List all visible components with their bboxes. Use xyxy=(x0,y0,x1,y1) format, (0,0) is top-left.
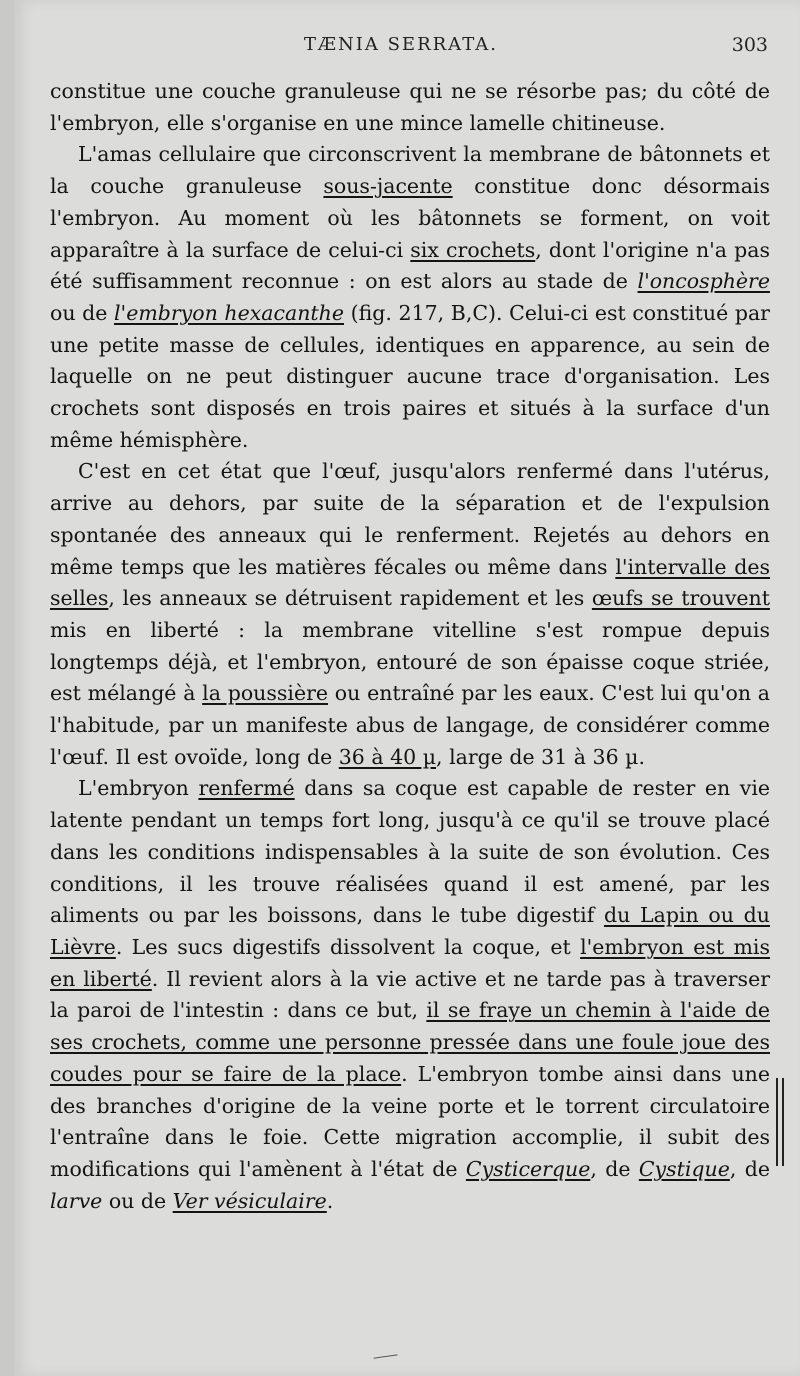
underlined-text: Cysticerque xyxy=(465,1156,591,1181)
paragraph xyxy=(50,773,770,1217)
underlined-text: du Lapin ou du Lièvre xyxy=(50,903,770,959)
text-segment: constitue donc désormais l'embryon. Au moment où les bâtonnets se forment, on voit apparaître à la surface de celui-ci xyxy=(50,174,770,262)
pencil-mark xyxy=(374,1354,399,1364)
underlined-text: sous-jacente xyxy=(323,174,453,199)
underlined-text: Ver vésiculaire xyxy=(172,1188,327,1213)
text-segment: larve xyxy=(50,1188,103,1213)
text-segment: . Les sucs digestifs dissolvent la coque, et xyxy=(115,934,581,959)
text-segment: ou de xyxy=(102,1188,173,1213)
text-segment: , de xyxy=(729,1156,770,1181)
underlined-text: renfermé xyxy=(198,776,295,801)
underlined-text: Cystique xyxy=(638,1156,730,1181)
text-segment: dans sa coque est capable de rester en vie latente pendant un temps fort long, jusqu'à ce qu'il se trouve placé dans les conditions indispensables à la suite de son évolution. Ces conditions, il les trouve réalisées quand il est amené, par les aliments ou par les boissons, dans le tube digestif xyxy=(50,776,771,928)
underlined-text: l'embryon hexacanthe xyxy=(114,300,345,325)
underlined-text: il se fraye un chemin à l'aide de ses crochets, comme une personne pressée dans une foule joue des coudes pour se faire de la place xyxy=(50,998,770,1086)
text-segment: . Il revient alors à la vie active et ne tarde pas à traverser la paroi de l'intestin : dans ce but, xyxy=(50,966,770,1023)
underlined-text: l'oncosphère xyxy=(637,269,770,294)
underlined-text: l'embryon est mis en liberté xyxy=(50,934,770,991)
underlined-text: la poussière xyxy=(202,681,329,706)
running-title: TÆNIA SERRATA. xyxy=(304,34,498,55)
page-number: 303 xyxy=(731,34,768,56)
text-segment: ou entraîné par les eaux. C'est lui qu'on a l'habitude, par un manifeste abus de langage, de considérer comme l'œuf. Il est ovoïde, long de xyxy=(50,681,771,769)
text-segment: , large de 31 à 36 µ. xyxy=(436,744,645,769)
underlined-text: l'intervalle des selles xyxy=(50,554,770,611)
text-segment: L'amas cellulaire que circonscrivent la membrane de bâtonnets et la couche granuleuse xyxy=(50,142,770,199)
text-segment: L'embryon xyxy=(78,776,199,801)
text-segment: constitue une couche granuleuse qui ne se résorbe pas; du côté de l'embryon, elle s'organise en une mince lamelle chitineuse. xyxy=(50,79,770,135)
margin-bracket-mark xyxy=(776,1078,784,1166)
body-text xyxy=(50,76,770,1217)
text-segment: ou de xyxy=(50,300,114,325)
paragraph xyxy=(50,139,770,456)
page-header xyxy=(14,34,800,64)
underlined-text: œufs se trouvent xyxy=(591,586,770,611)
underlined-text: 36 à 40 µ xyxy=(338,744,437,769)
text-segment: . L'embryon tombe ainsi dans une des branches d'origine de la veine porte et le torrent circulatoire l'entraîne dans le foie. Cette migration accomplie, il subit des modifications qui l'amènent à l'état de xyxy=(50,1061,770,1181)
paragraph xyxy=(50,456,770,773)
text-segment: (fig. 217, B,C). Celui-ci est constitué par une petite masse de cellules, identiques en apparence, au sein de laquelle on ne peut distinguer aucune trace d'organisation. Les crochets sont disposés en trois paires et situés à la surface d'un même hémisphère. xyxy=(50,300,770,452)
underlined-text: six crochets xyxy=(410,237,536,262)
book-page xyxy=(14,0,800,1376)
text-segment: mis en liberté : la membrane vitelline s'est rompue depuis longtemps déjà, et l'embryon, entouré de son épaisse coque striée, est mélangé à xyxy=(50,617,770,706)
text-segment: . xyxy=(326,1188,334,1213)
text-segment: , de xyxy=(590,1156,639,1181)
text-segment: C'est en cet état que l'œuf, jusqu'alors renfermé dans l'utérus, arrive au dehors, par suite de la séparation et de l'expulsion spontanée des anneaux qui le renferment. Rejetés au dehors en même temps que les matières fécales ou même dans xyxy=(50,459,770,579)
paragraph xyxy=(50,76,770,139)
text-segment: , dont l'origine n'a pas été suffisamment reconnue : on est alors au stade de xyxy=(50,237,770,294)
text-segment: , les anneaux se détruisent rapidement et les xyxy=(108,586,592,611)
